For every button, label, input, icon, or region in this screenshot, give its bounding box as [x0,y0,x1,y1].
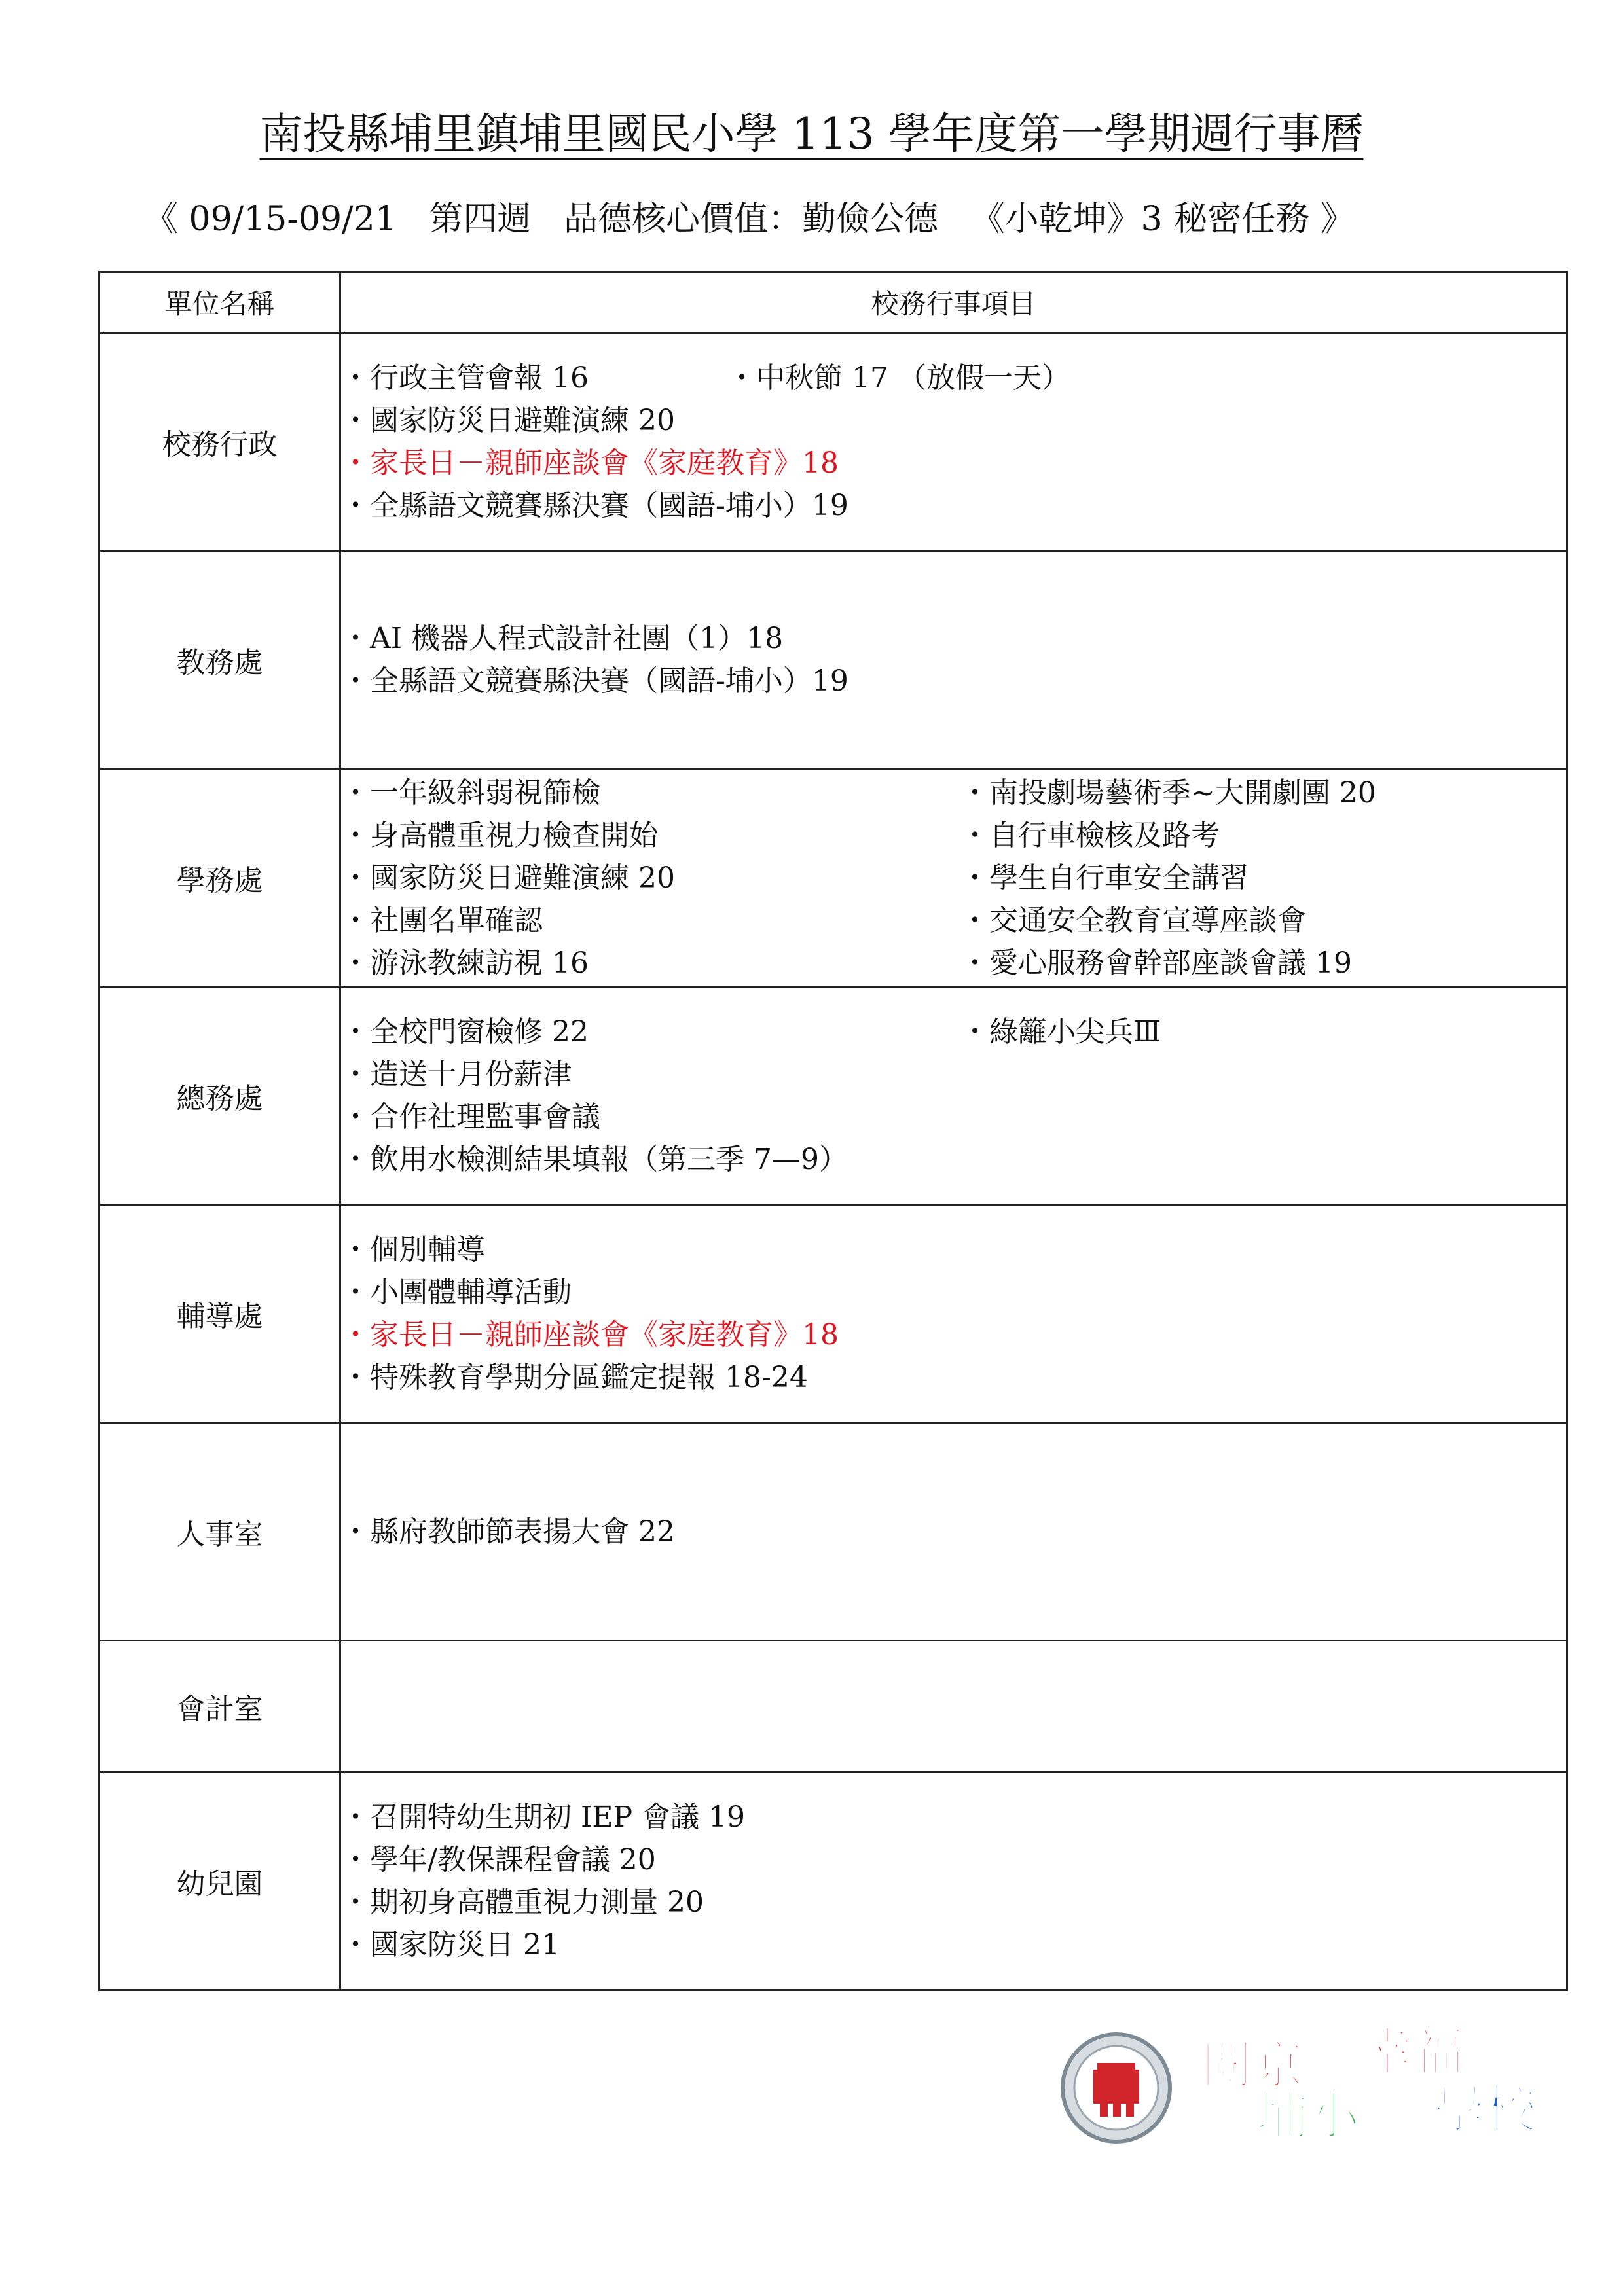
item-text: ・行政主管會報 16 [341,361,589,395]
header-items: 校務行事項目 [340,272,1567,333]
item-text: ・國家防災日避難演練 20 [341,404,675,437]
item-text: ・縣府教師節表揚大會 22 [341,1515,675,1549]
item-text-secondary: ・自行車檢核及路考 [960,818,1220,852]
unit-name: 校務行政 [100,333,340,551]
item-text: ・一年級斜弱視篩檢 [341,776,600,810]
item-text: ・期初身高體重視力測量 20 [341,1886,704,1919]
table-row [100,551,1567,769]
list-item [341,1271,1566,1314]
list-item [341,857,1566,899]
school-badge-icon [1063,2034,1170,2142]
item-text: ・家長日－親師座談會《家庭教育》18 [341,446,839,480]
list-item [341,1924,1566,1966]
list-item [341,1796,1566,1839]
item-text: ・全校門窗檢修 22 [341,1015,589,1049]
list-item [341,1881,1566,1924]
item-text: ・國家防災日避難演練 20 [341,861,675,895]
item-text: ・全縣語文競賽縣決賽（國語-埔小）19 [341,489,848,522]
item-text: ・社團名單確認 [341,903,543,937]
list-item [341,772,1566,814]
list-item [341,660,1566,702]
unit-name: 教務處 [100,551,340,769]
school-logo [1061,2022,1558,2153]
logo-text-3: 埔小 [1257,2087,1360,2146]
item-text: ・個別輔導 [341,1233,485,1266]
table-row [100,1772,1567,1990]
list-item [341,1229,1566,1271]
unit-items [340,333,1567,551]
unit-items [340,769,1567,987]
item-text: ・飲用水檢測結果填報（第三季 7—9） [341,1143,848,1176]
header-unit: 單位名稱 [100,272,340,333]
list-item [341,1096,1566,1138]
item-text-secondary: ・交通安全教育宣導座談會 [960,903,1306,937]
table-header-row [100,272,1567,333]
item-text: ・造送十月份薪津 [341,1058,572,1091]
table-row [100,769,1567,987]
unit-name: 會計室 [100,1641,340,1772]
week-subtitle: 《 09/15-09/21 第四週 品德核心價值：勤儉公德 《小乾坤》3 秘密任務 》 [144,200,1355,239]
list-item [341,1356,1566,1399]
list-item [341,1314,1566,1356]
list-item [341,942,1566,984]
list-item [341,1053,1566,1096]
item-text: ・特殊教育學期分區鑑定提報 18-24 [341,1361,808,1394]
unit-name: 學務處 [100,769,340,987]
item-text: ・國家防災日 21 [341,1928,560,1962]
unit-items [340,1772,1567,1990]
list-item [341,399,1566,442]
item-text: ・小團體輔導活動 [341,1276,572,1309]
unit-items [340,551,1567,769]
item-text: ・召開特幼生期初 IEP 會議 19 [341,1801,746,1834]
item-text: ・身高體重視力檢查開始 [341,818,658,852]
item-text: ・學年/教保課程會議 20 [341,1843,656,1876]
item-text: ・游泳教練訪視 16 [341,946,589,980]
unit-items [340,1205,1567,1423]
list-item [341,617,1566,660]
list-item [341,357,1566,399]
list-item [341,1511,1566,1553]
table-row [100,987,1567,1205]
item-text-secondary: ・學生自行車安全講習 [960,861,1249,895]
unit-name: 總務處 [100,987,340,1205]
logo-text-1: 閱京 [1201,2036,1304,2095]
unit-items [340,1641,1567,1772]
list-item [341,899,1566,942]
item-text: ・合作社理監事會議 [341,1100,600,1134]
table-row [100,1423,1567,1641]
calendar-table [98,271,1568,1991]
table-row [100,333,1567,551]
unit-items [340,1423,1567,1641]
item-text-secondary: ・中秋節 17 （放假一天） [727,361,1070,395]
list-item [341,814,1566,857]
item-text: ・全縣語文競賽縣決賽（國語-埔小）19 [341,664,848,698]
item-text-secondary: ・愛心服務會幹部座談會議 19 [960,946,1352,980]
unit-name: 人事室 [100,1423,340,1641]
unit-name: 輔導處 [100,1205,340,1423]
table-row [100,1205,1567,1423]
list-item [341,484,1566,527]
list-item [341,1138,1566,1181]
item-text: ・家長日－親師座談會《家庭教育》18 [341,1318,839,1352]
unit-name: 幼兒園 [100,1772,340,1990]
list-item [341,1011,1566,1053]
item-text-secondary: ・南投劇場藝術季~大開劇團 20 [960,776,1376,810]
logo-text-2: 幸福 [1362,2023,1465,2082]
list-item [341,442,1566,484]
item-text-secondary: ・綠籬小尖兵Ⅲ [960,1015,1161,1049]
table-row [100,1641,1567,1772]
list-item [341,1839,1566,1881]
logo-text-4: 學校 [1434,2081,1537,2140]
item-text: ・AI 機器人程式設計社團（1）18 [341,622,784,655]
unit-items [340,987,1567,1205]
page-title: 南投縣埔里鎮埔里國民小學 113 學年度第一學期週行事曆 [259,109,1364,159]
